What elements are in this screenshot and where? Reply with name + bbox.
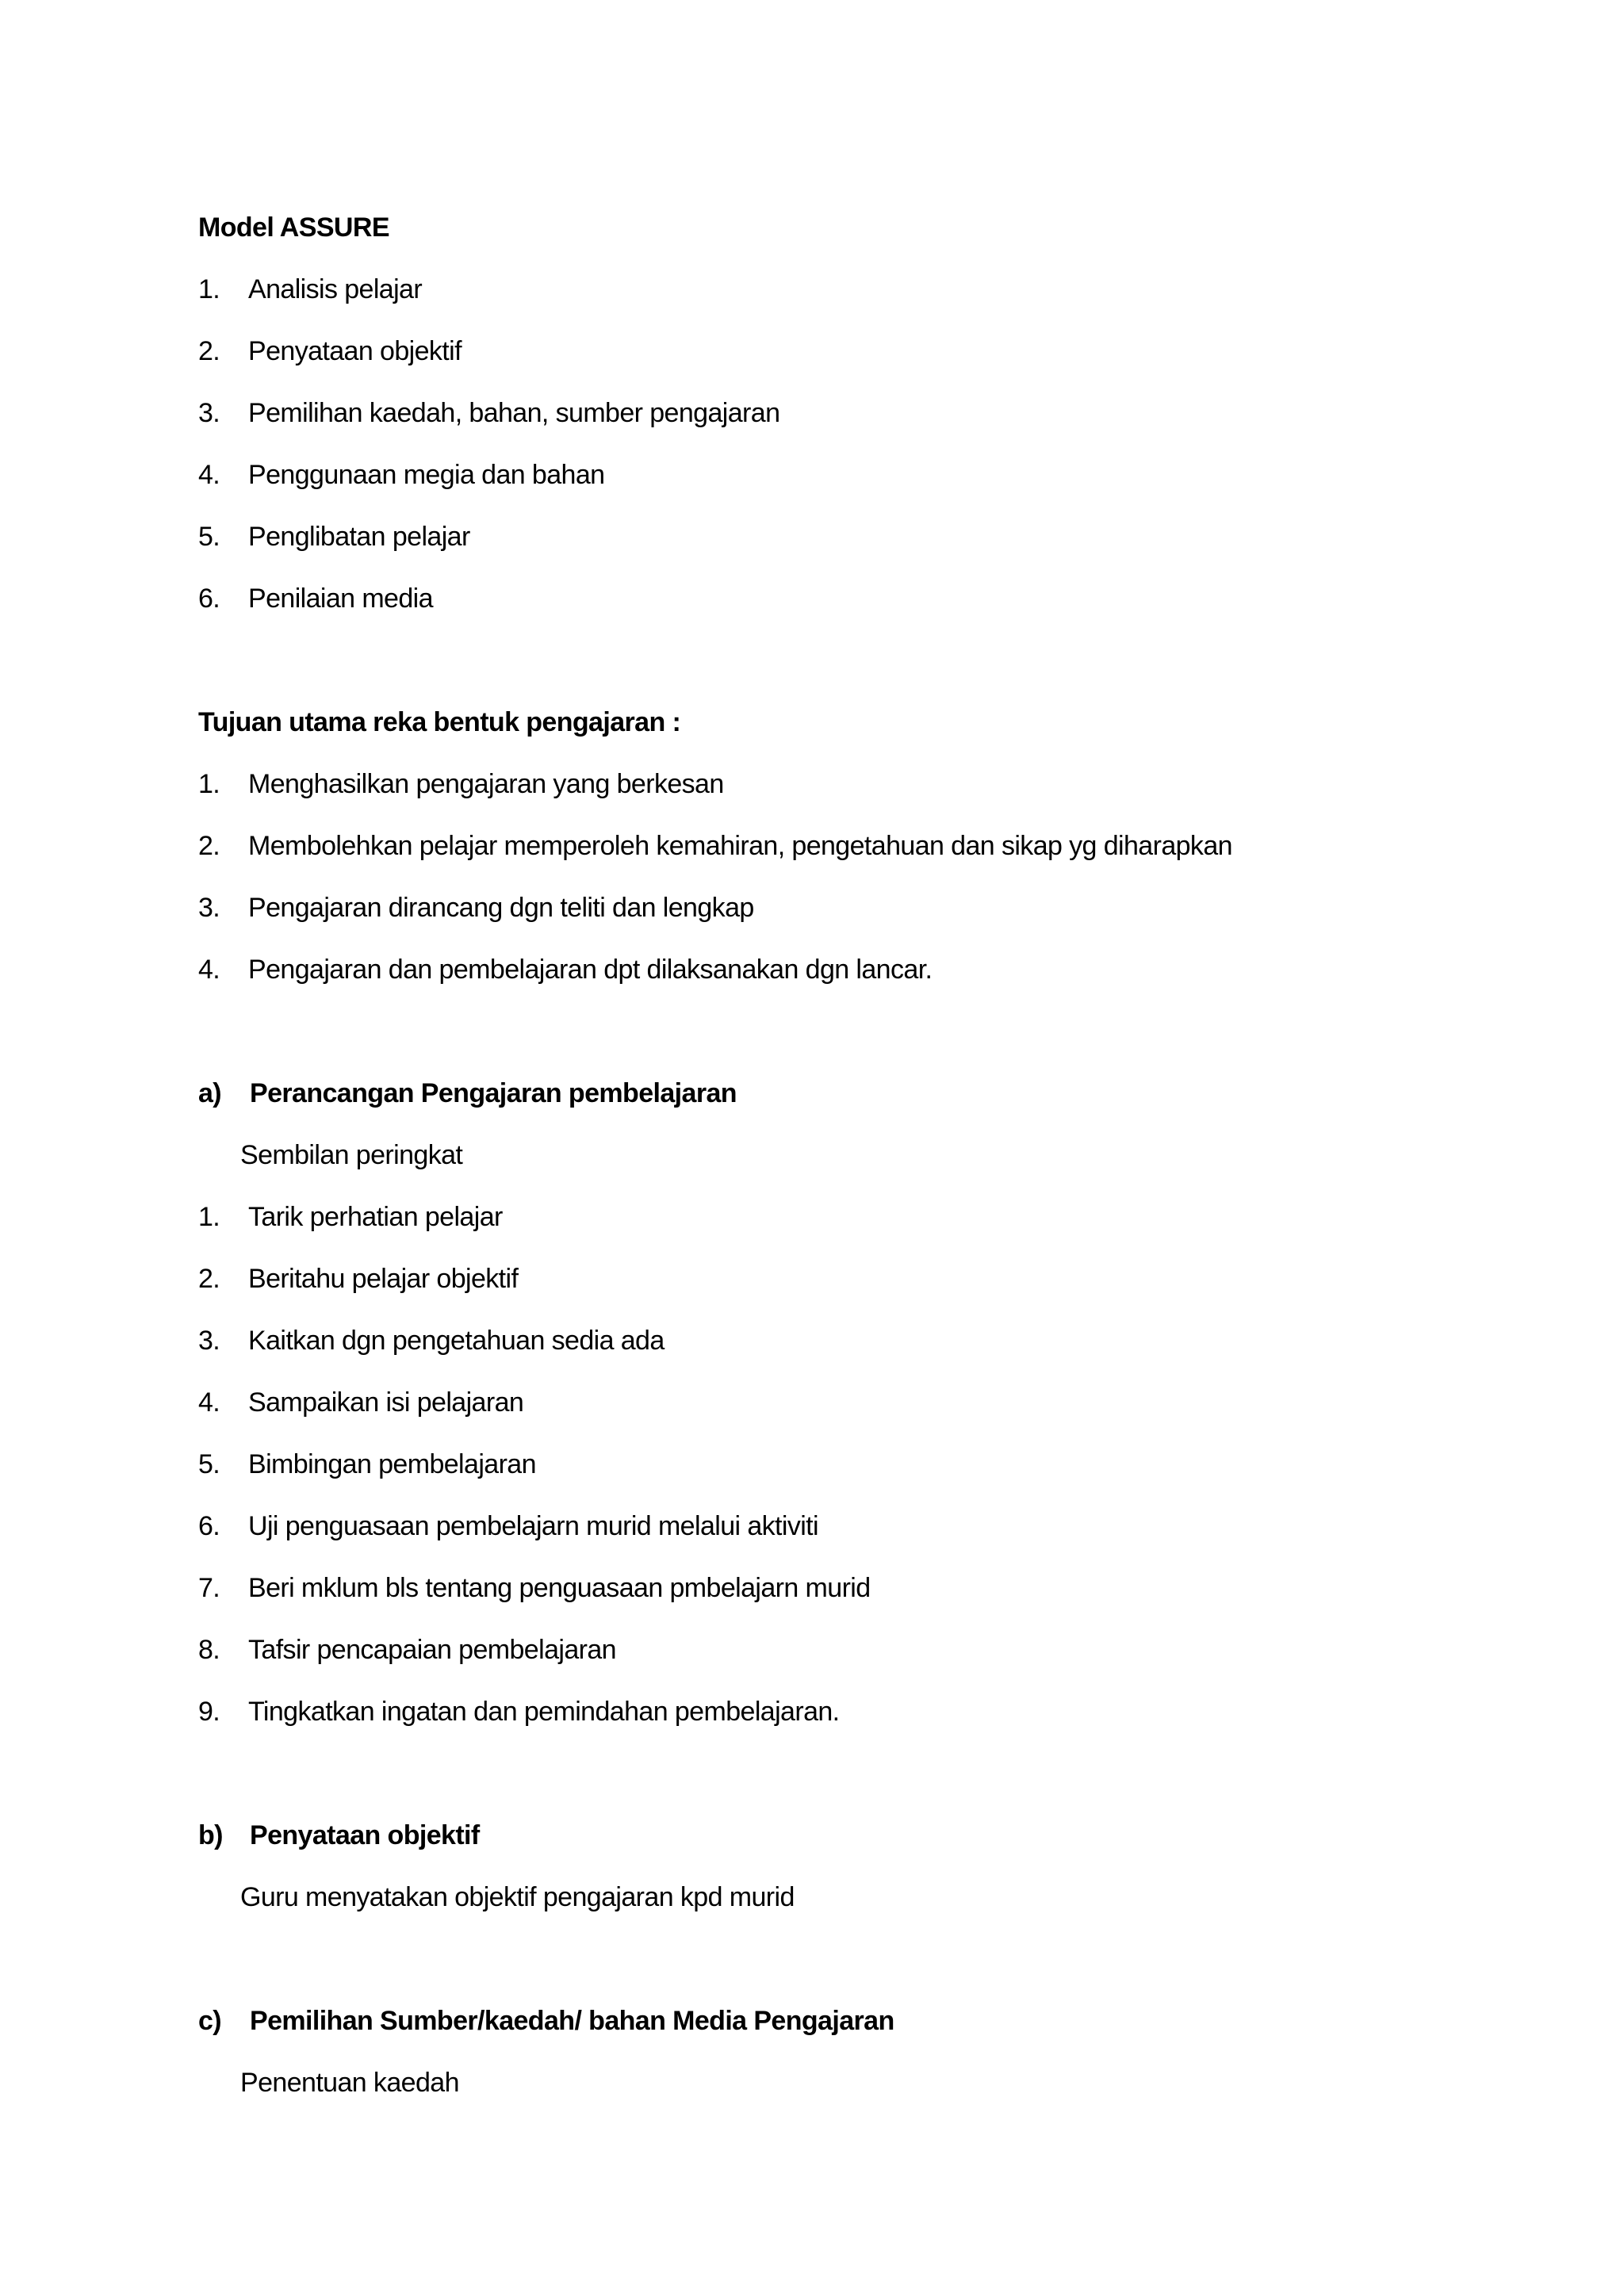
list-item [198,753,1483,815]
section-title-tujuan: Tujuan utama reka bentuk pengajaran : [198,707,681,737]
list-number: 3. [198,1326,220,1356]
list-text: Membolehkan pelajar memperoleh kemahiran, pengetahuan dan sikap yg diharapkan [248,831,1232,861]
list-item [198,1495,1483,1557]
list-text: Tingkatkan ingatan dan pemindahan pembelajaran. [248,1697,840,1727]
list-text: Kaitkan dgn pengetahuan sedia ada [248,1326,665,1356]
spacer [198,1928,1483,1990]
list-number: 9. [198,1697,220,1727]
list-text: Beri mklum bls tentang penguasaan pmbelajarn murid [248,1573,871,1603]
document-body [198,197,1483,2114]
list-text: Penyataan objektif [248,336,462,366]
list-text: Sampaikan isi pelajaran [248,1387,524,1418]
list-number: 4. [198,1387,220,1418]
section-title-text: Perancangan Pengajaran pembelajaran [250,1078,737,1108]
section-title-assure: Model ASSURE [198,212,389,243]
list-text: Tafsir pencapaian pembelajaran [248,1635,616,1665]
list-number: 4. [198,460,220,490]
list-number: 7. [198,1573,220,1603]
list-number: 1. [198,1202,220,1232]
list-item [198,568,1483,629]
list-item [198,1681,1483,1743]
section-letter: a) [198,1078,222,1108]
list-item [198,1186,1483,1248]
list-text: Penilaian media [248,584,433,614]
list-number: 1. [198,769,220,799]
list-item [198,1619,1483,1681]
list-item [198,382,1483,444]
list-text: Penggunaan megia dan bahan [248,460,605,490]
section-title-a [198,1062,1483,1124]
section-title-b [198,1804,1483,1866]
list-item [198,258,1483,320]
section-letter: b) [198,1820,223,1850]
list-text: Uji penguasaan pembelajarn murid melalui aktiviti [248,1511,818,1541]
list-number: 5. [198,1449,220,1479]
section-subtitle-c: Penentuan kaedah [240,2068,459,2098]
list-number: 4. [198,955,220,985]
list-item [198,877,1483,939]
list-item [198,1433,1483,1495]
section-title-c [198,1990,1483,2052]
section-letter: c) [198,2006,222,2036]
list-text: Bimbingan pembelajaran [248,1449,536,1479]
list-number: 2. [198,1264,220,1294]
list-item [198,444,1483,506]
list-number: 3. [198,893,220,923]
list-text: Penglibatan pelajar [248,522,470,552]
spacer [198,1743,1483,1804]
list-text: Pengajaran dirancang dgn teliti dan lengkap [248,893,754,923]
list-text: Pemilihan kaedah, bahan, sumber pengajaran [248,398,780,428]
list-number: 2. [198,831,220,861]
list-item [198,1372,1483,1433]
list-text: Beritahu pelajar objektif [248,1264,519,1294]
list-number: 2. [198,336,220,366]
list-text: Analisis pelajar [248,274,423,304]
list-number: 1. [198,274,220,304]
list-number: 5. [198,522,220,552]
list-number: 8. [198,1635,220,1665]
spacer [198,629,1483,691]
list-item [198,1248,1483,1310]
section-title-text: Pemilihan Sumber/kaedah/ bahan Media Pengajaran [250,2006,894,2036]
list-number: 3. [198,398,220,428]
list-item [198,1557,1483,1619]
list-item [198,815,1483,877]
list-number: 6. [198,584,220,614]
list-item [198,939,1483,1001]
spacer [198,1001,1483,1062]
list-text: Tarik perhatian pelajar [248,1202,503,1232]
section-subtitle-b: Guru menyatakan objektif pengajaran kpd murid [240,1882,795,1912]
list-text: Pengajaran dan pembelajaran dpt dilaksanakan dgn lancar. [248,955,933,985]
list-text: Menghasilkan pengajaran yang berkesan [248,769,724,799]
section-subtitle-a: Sembilan peringkat [240,1140,463,1170]
list-number: 6. [198,1511,220,1541]
list-item [198,320,1483,382]
list-item [198,1310,1483,1372]
list-item [198,506,1483,568]
section-title-text: Penyataan objektif [250,1820,480,1850]
